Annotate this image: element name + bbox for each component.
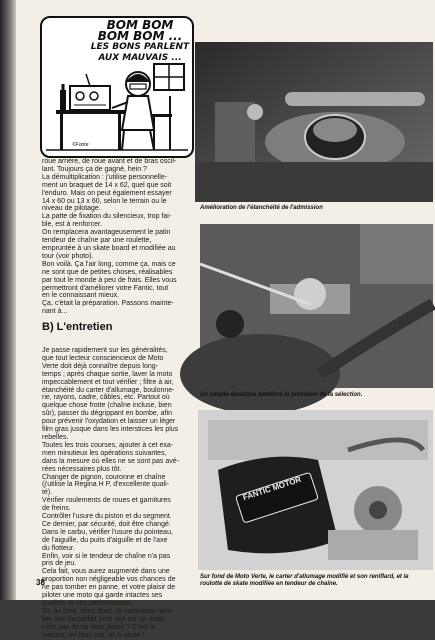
- article-line: proportion non négligeable vos chances de: [42, 576, 176, 584]
- article-line: La démultiplication : j'utilise personnelle-: [42, 173, 168, 181]
- article-line: film gras jusque dans les interstices les plus: [42, 426, 179, 434]
- article-line: tendeur de chaîne par une roulette,: [42, 237, 152, 245]
- article-line: de l'aiguille, du puits d'aiguille et de l'axe: [42, 536, 168, 544]
- article-line: empruntée à un skate board et modifiée au: [42, 244, 176, 252]
- article-line: ment un braquet de 14 x 62, quel que soit: [42, 181, 172, 189]
- article-line: pour prévenir l'oxydation et laisser un léger: [42, 418, 176, 426]
- article-line: c'est pas de se faire plaisir ? C'est la: [42, 623, 156, 631]
- article-line: pris de jeu.: [42, 560, 77, 568]
- article-line: (j'utilise la Regina H P, d'excellente quali-: [42, 481, 170, 489]
- article-line: étanchéité du carter d'allumage, boulonne-: [42, 386, 175, 394]
- article-line: ne pas tomber en panne, et votre plaisir de: [42, 584, 176, 592]
- cartoon-title-line: BOM BOM: [106, 18, 174, 32]
- article-line: impeccablement et tout vérifier ; filtre à air,: [42, 378, 174, 386]
- photo-ignition-cover: [198, 410, 433, 570]
- cartoon-title-line: BOM BOM ...: [97, 29, 183, 43]
- article-line: Ce dernier, par sécurité, doit être changé.: [42, 520, 171, 528]
- article-line: ne sont que de petites choses, réalisables: [42, 268, 173, 276]
- photo-intake-seal: [195, 42, 433, 202]
- article-line: permettront d'améliorer votre Fantic, tout: [42, 284, 169, 292]
- article-line: rées nécessaires plus tôt.: [42, 465, 122, 473]
- article-line: Bon voilà. Ça l'air long, comme ça, mais ce: [42, 260, 176, 268]
- article-line: par tout le monde à peu de frais. Elles vous: [42, 276, 177, 284]
- photo-caption: Un simple élastique améliore la précision de la sélection.: [200, 392, 363, 398]
- article-line: Je passe rapidement sur les généralités,: [42, 347, 168, 354]
- article-line: Toutes les trois courses, ajouter à cet exa-: [42, 441, 174, 449]
- cartoon-title-line: LES BONS PARLENT: [90, 42, 190, 52]
- cartoon-title-line: AUX MAUVAIS ...: [98, 53, 182, 63]
- article-line: Or, au fond, dites donc, la motivation num-: [42, 607, 174, 615]
- article-line: qualités et ses performances.: [42, 600, 134, 607]
- article-line: Verte doit déjà connaître depuis long-: [42, 362, 158, 370]
- photo-gear-selector: [200, 224, 433, 388]
- article-line: Cela fait, vous aurez augmenté dans une: [42, 568, 170, 576]
- article-line: rebelles.: [42, 433, 69, 441]
- article-line: Dans le carbu, vérifier l'usure du pointeau,: [42, 528, 173, 536]
- fantic-motor-label: FANTIC MOTOR: [241, 474, 303, 503]
- article-line: que tout lecteur consciencieux de Moto: [42, 354, 164, 362]
- article-column-top: [42, 158, 190, 316]
- article-line: quelque chose frotte (chaîne incluse, bien: [42, 402, 172, 410]
- magazine-page: [16, 0, 435, 639]
- cartoon-title: [90, 20, 190, 64]
- page-number: 38: [36, 578, 45, 587]
- article-line: niveau de pilotage.: [42, 205, 101, 213]
- article-line: roue arrière, de roue avant et de bras oscil-: [42, 158, 177, 165]
- section-heading: B) L'entretien: [42, 321, 113, 333]
- cartoon-illustration: [40, 16, 194, 158]
- cartoon-signature: ©Fonte: [72, 142, 89, 148]
- article-line: Contrôler l'usure du piston et du segment.: [42, 513, 172, 521]
- article-line: mienne, en tous cas, et la seule !: [42, 631, 145, 639]
- article-line: lant. Toujours ça de gagné, hein ?: [42, 165, 147, 173]
- photo-caption: Sur fond de Moto Verte, le carter d'allumage modifié et son reniflard, et la roulotte de skate modifiée en tendeur de chaîne.: [200, 574, 409, 587]
- article-line: ble, est à renforcer.: [42, 221, 102, 229]
- article-line: l'enduro. Mais on peut également essayer: [42, 189, 172, 197]
- article-line: tour (voir photo).: [42, 252, 94, 260]
- article-line: temps ; après chaque sortie, laver la moto: [42, 370, 173, 378]
- article-line: du flotteur.: [42, 544, 75, 552]
- article-line: 14 x 60 ou 13 x 60, selon le terrain ou le: [42, 197, 167, 205]
- book-spine-shadow: [0, 0, 16, 600]
- article-line: nant à...: [42, 308, 68, 316]
- article-line: de freins.: [42, 505, 71, 513]
- article-line: men minutieux les opérations suivantes,: [42, 449, 167, 457]
- article-line: Ça, c'était la préparation. Passons mainte-: [42, 300, 174, 308]
- article-line: rie, rayons, cadre, câbles, etc. Partout où: [42, 394, 170, 402]
- article-line: piloter une moto qui garde intactes ses: [42, 592, 163, 600]
- article-line: sûr), passer du dégrippant en bombe, afin: [42, 410, 172, 418]
- article-line: Vérifier roulements de roues et garnitures: [42, 497, 171, 505]
- photo-caption: Amélioration de l'étanchéité de l'admission: [200, 205, 323, 211]
- article-line: La patte de fixation du silencieux, trop fai-: [42, 213, 172, 221]
- article-line: On remplacera avantageusement le patin: [42, 229, 171, 237]
- article-line: Enfin, voir si le tendeur de chaîne n'a pas: [42, 552, 171, 560]
- article-line: ber one du parfait petit vert sur sa moto,: [42, 615, 167, 623]
- article-line: en le connaissant mieux.: [42, 292, 120, 300]
- article-line: dans la mesure où elles ne se sont pas avé-: [42, 457, 179, 465]
- article-column-bottom: [42, 347, 190, 640]
- article-line: Changer de pignon, couronne et chaîne: [42, 473, 166, 481]
- article-line: té).: [42, 489, 53, 497]
